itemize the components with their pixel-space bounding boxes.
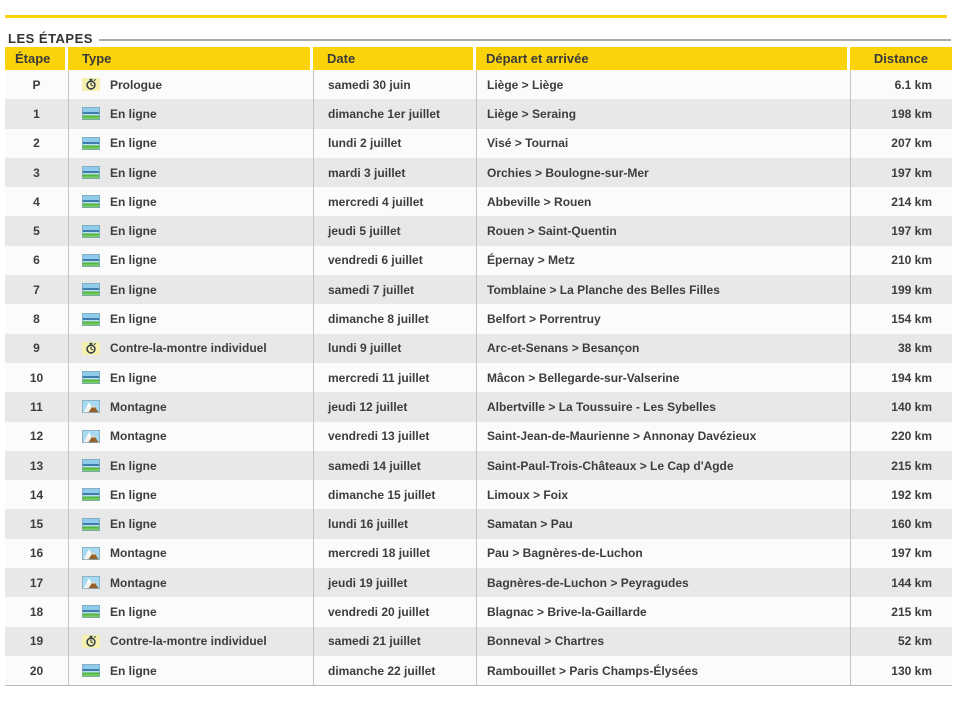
stage-type-label: Montagne [110,575,167,590]
table-row [5,246,952,275]
header-route: Départ et arrivée [476,47,847,70]
stage-type-label: En ligne [110,370,157,385]
stage-route-cell: Liège > Seraing [476,99,850,128]
stage-number-cell: 19 [29,634,44,649]
stage-distance-cell: 207 km [850,129,952,158]
stage-type-cell [68,568,313,597]
table-row [5,392,952,421]
table-row [5,187,952,216]
stage-distance-cell: 210 km [850,246,952,275]
stages-table [5,47,952,686]
stage-date-cell: lundi 16 juillet [313,509,476,538]
stage-type-label: En ligne [110,106,157,121]
stage-distance-cell: 38 km [850,334,952,363]
stage-distance-cell: 140 km [850,392,952,421]
stage-distance-cell: 160 km [850,509,952,538]
stage-route-cell: Arc-et-Senans > Besançon [476,334,850,363]
stage-type-label: Montagne [110,546,167,561]
stage-distance-cell: 194 km [850,363,952,392]
stage-date-cell: vendredi 6 juillet [313,246,476,275]
stage-route-cell: Abbeville > Rouen [476,187,850,216]
flat-icon [82,283,100,296]
stage-type-cell [68,158,313,187]
flat-icon [82,488,100,501]
table-row [5,158,952,187]
stage-distance-cell: 197 km [850,539,952,568]
page-title: LES ÉTAPES [8,31,93,46]
stage-date-cell: samedi 30 juin [313,70,476,99]
flat-icon [82,166,100,179]
flat-icon [82,605,100,618]
title-divider [99,39,951,41]
stage-date-cell: samedi 7 juillet [313,275,476,304]
header-etape: Étape [5,47,65,70]
stage-date-cell: mardi 3 juillet [313,158,476,187]
table-row [5,99,952,128]
stage-type-cell [68,275,313,304]
stage-date-cell: vendredi 20 juillet [313,597,476,626]
stage-distance-cell: 197 km [850,158,952,187]
flat-icon [82,107,100,120]
time-trial-icon [82,635,100,648]
stage-type-cell [68,392,313,421]
stage-date-cell: jeudi 19 juillet [313,568,476,597]
stage-route-cell: Mâcon > Bellegarde-sur-Valserine [476,363,850,392]
stage-type-label: En ligne [110,165,157,180]
flat-icon [82,137,100,150]
flat-icon [82,195,100,208]
stage-route-cell: Visé > Tournai [476,129,850,158]
flat-icon [82,518,100,531]
table-row [5,656,952,685]
stage-number-cell: 18 [29,604,44,619]
stage-route-cell: Orchies > Boulogne-sur-Mer [476,158,850,187]
table-row [5,422,952,451]
stage-number-cell: 9 [33,341,40,356]
stage-number-cell: 15 [29,517,44,532]
stage-route-cell: Limoux > Foix [476,480,850,509]
stage-route-cell: Albertville > La Toussuire - Les Sybelles [476,392,850,421]
top-accent-line [5,15,947,18]
stage-date-cell: jeudi 5 juillet [313,216,476,245]
stage-type-cell [68,363,313,392]
stage-date-cell: jeudi 12 juillet [313,392,476,421]
stage-date-cell: samedi 14 juillet [313,451,476,480]
stage-number-cell: 17 [29,575,44,590]
stage-date-cell: mercredi 4 juillet [313,187,476,216]
stage-type-label: En ligne [110,224,157,239]
time-trial-icon [82,342,100,355]
stage-number-cell: 3 [33,165,40,180]
stage-date-cell: lundi 9 juillet [313,334,476,363]
stage-distance-cell: 214 km [850,187,952,216]
stage-distance-cell: 130 km [850,656,952,685]
table-row [5,275,952,304]
mountain-icon [82,547,100,560]
stage-type-cell [68,304,313,333]
mountain-icon [82,576,100,589]
table-row [5,216,952,245]
mountain-icon [82,400,100,413]
stage-type-cell [68,656,313,685]
stage-type-label: En ligne [110,487,157,502]
stage-date-cell: vendredi 13 juillet [313,422,476,451]
stage-route-cell: Bagnères-de-Luchon > Peyragudes [476,568,850,597]
table-row [5,129,952,158]
flat-icon [82,664,100,677]
stage-number-cell: 4 [33,194,40,209]
table-row [5,539,952,568]
table-row [5,363,952,392]
mountain-icon [82,430,100,443]
stage-date-cell: dimanche 15 juillet [313,480,476,509]
flat-icon [82,225,100,238]
table-row [5,480,952,509]
header-type: Type [68,47,310,70]
stage-route-cell: Blagnac > Brive-la-Gaillarde [476,597,850,626]
flat-icon [82,313,100,326]
stage-route-cell: Saint-Jean-de-Maurienne > Annonay Davézieux [476,422,850,451]
stage-type-label: En ligne [110,663,157,678]
stage-number-cell: 6 [33,253,40,268]
stage-distance-cell: 215 km [850,451,952,480]
stage-distance-cell: 215 km [850,597,952,626]
stage-distance-cell: 144 km [850,568,952,597]
stage-number-cell: 2 [33,136,40,151]
table-row [5,597,952,626]
stage-type-label: Montagne [110,399,167,414]
stage-route-cell: Tomblaine > La Planche des Belles Filles [476,275,850,304]
flat-icon [82,371,100,384]
stage-type-label: Prologue [110,77,163,92]
stage-type-label: En ligne [110,312,157,327]
stage-type-cell [68,597,313,626]
time-trial-icon [82,78,100,91]
stage-distance-cell: 192 km [850,480,952,509]
header-distance: Distance [850,47,952,70]
stage-route-cell: Belfort > Porrentruy [476,304,850,333]
stage-route-cell: Bonneval > Chartres [476,627,850,656]
table-header-row [5,47,952,70]
stage-number-cell: 1 [33,106,40,121]
stage-date-cell: dimanche 1er juillet [313,99,476,128]
stage-type-cell [68,480,313,509]
flat-icon [82,459,100,472]
stage-type-label: Contre-la-montre individuel [110,341,267,356]
stage-distance-cell: 199 km [850,275,952,304]
stage-distance-cell: 197 km [850,216,952,245]
header-date: Date [313,47,473,70]
stage-number-cell: 16 [29,546,44,561]
table-row [5,304,952,333]
stage-type-label: Montagne [110,429,167,444]
table-row [5,451,952,480]
stage-type-label: En ligne [110,458,157,473]
stage-date-cell: samedi 21 juillet [313,627,476,656]
stage-type-cell [68,70,313,99]
stage-type-label: En ligne [110,194,157,209]
stage-number-cell: 20 [29,663,44,678]
stage-route-cell: Liège > Liège [476,70,850,99]
stage-number-cell: 12 [29,429,44,444]
table-body [5,70,952,685]
stage-date-cell: mercredi 18 juillet [313,539,476,568]
stage-type-cell [68,451,313,480]
stage-route-cell: Samatan > Pau [476,509,850,538]
stage-distance-cell: 220 km [850,422,952,451]
stage-distance-cell: 154 km [850,304,952,333]
stage-route-cell: Pau > Bagnères-de-Luchon [476,539,850,568]
stage-type-cell [68,187,313,216]
stage-type-label: En ligne [110,136,157,151]
stage-type-label: En ligne [110,253,157,268]
stage-type-label: En ligne [110,517,157,532]
stage-type-cell [68,129,313,158]
stage-type-cell [68,216,313,245]
stage-number-cell: 13 [29,458,44,473]
stage-number-cell: 14 [29,487,44,502]
table-row [5,627,952,656]
stage-number-cell: 11 [30,399,43,414]
table-row [5,568,952,597]
stage-date-cell: lundi 2 juillet [313,129,476,158]
stage-number-cell: P [32,77,41,92]
flat-icon [82,254,100,267]
stage-route-cell: Saint-Paul-Trois-Châteaux > Le Cap d'Agde [476,451,850,480]
table-row [5,70,952,99]
stage-type-cell [68,509,313,538]
stage-distance-cell: 6.1 km [850,70,952,99]
stage-type-cell [68,334,313,363]
stage-number-cell: 8 [33,312,40,327]
stage-route-cell: Rouen > Saint-Quentin [476,216,850,245]
stage-type-cell [68,627,313,656]
stage-type-label: Contre-la-montre individuel [110,634,267,649]
stage-distance-cell: 52 km [850,627,952,656]
stage-type-cell [68,422,313,451]
stage-date-cell: dimanche 22 juillet [313,656,476,685]
stage-route-cell: Épernay > Metz [476,246,850,275]
stage-type-label: En ligne [110,282,157,297]
stage-type-cell [68,99,313,128]
table-row [5,509,952,538]
stage-number-cell: 7 [33,282,40,297]
stage-distance-cell: 198 km [850,99,952,128]
stage-date-cell: dimanche 8 juillet [313,304,476,333]
stage-route-cell: Rambouillet > Paris Champs-Élysées [476,656,850,685]
table-row [5,334,952,363]
stage-number-cell: 5 [33,224,40,239]
stage-type-cell [68,246,313,275]
stage-date-cell: mercredi 11 juillet [313,363,476,392]
stage-type-label: En ligne [110,604,157,619]
stage-type-cell [68,539,313,568]
stage-number-cell: 10 [29,370,44,385]
title-row [8,30,951,47]
